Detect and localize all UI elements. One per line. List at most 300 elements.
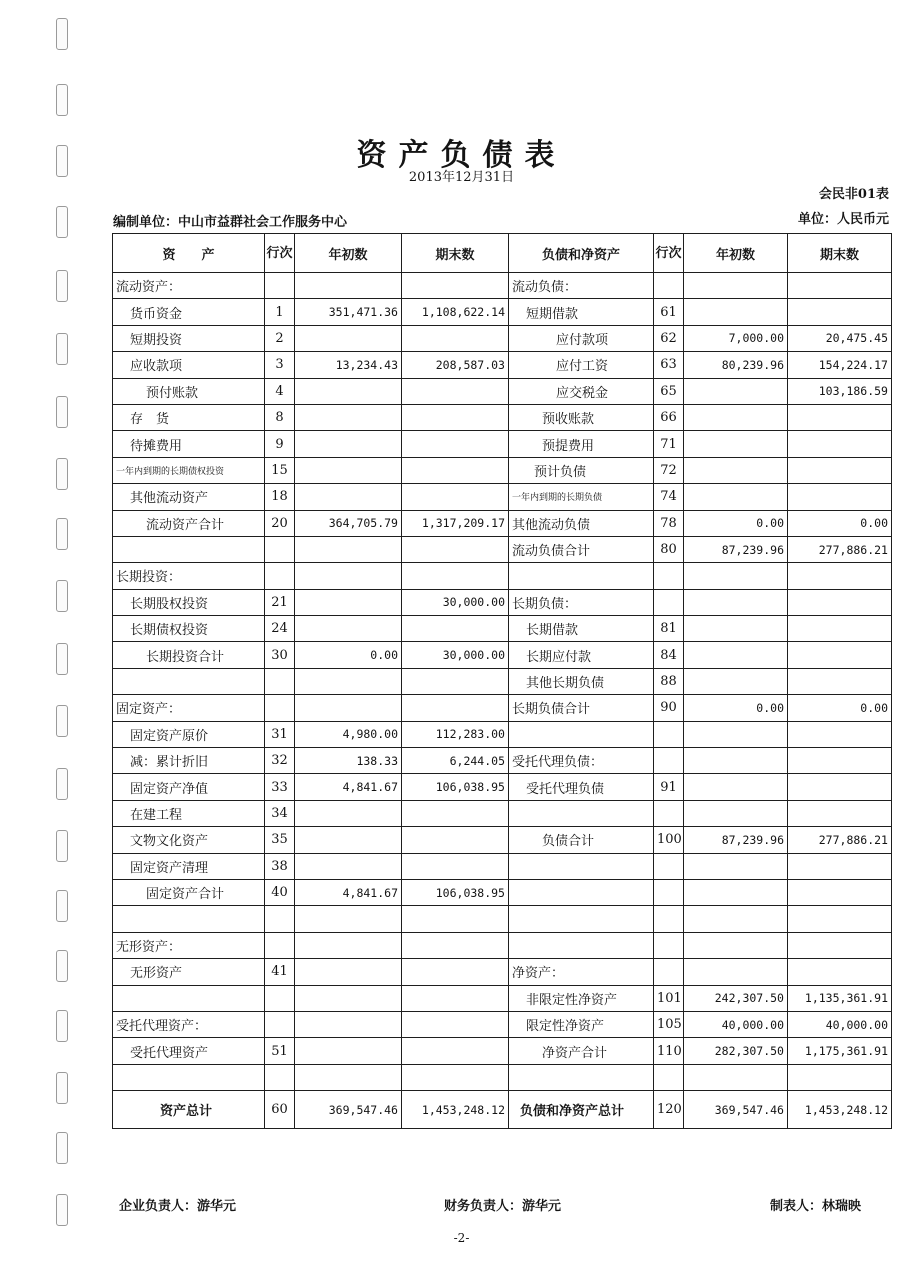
liability-end-cell: 1,453,248.12 [788,1091,892,1129]
punch-hole [56,270,68,302]
col-header-asset: 资 产 [113,234,265,273]
liability-end-cell [788,853,892,879]
liability-line-cell: 74 [654,484,684,510]
liability-begin-cell [684,721,788,747]
liability-label-cell: 限定性净资产 [509,1011,654,1037]
liability-line-cell: 66 [654,404,684,430]
asset-label-cell: 受托代理资产： [113,1011,265,1037]
asset-line-cell: 2 [265,325,295,351]
punch-hole [56,705,68,737]
asset-label-cell: 减：累计折旧 [113,748,265,774]
liability-end-cell [788,668,892,694]
liability-begin-cell [684,1064,788,1090]
punch-hole [56,950,68,982]
asset-label-cell: 预付账款 [113,378,265,404]
asset-end-cell [402,536,509,562]
liability-line-cell: 65 [654,378,684,404]
asset-begin-cell: 364,705.79 [295,510,402,536]
liability-label-cell [509,800,654,826]
page-number: -2- [453,1231,470,1245]
asset-begin-cell [295,589,402,615]
col-header-line2: 行次 [654,234,684,273]
liability-end-cell [788,616,892,642]
table-header-row [113,234,892,273]
punch-hole [56,890,68,922]
asset-label-cell [113,906,265,932]
asset-label-cell: 存 货 [113,404,265,430]
asset-line-cell: 21 [265,589,295,615]
asset-label-cell [113,668,265,694]
table-row [113,616,892,642]
col-header-begin: 年初数 [295,234,402,273]
punch-hole [56,396,68,428]
asset-line-cell [265,695,295,721]
liability-begin-cell: 0.00 [684,695,788,721]
asset-end-cell: 112,283.00 [402,721,509,747]
asset-line-cell: 3 [265,352,295,378]
asset-end-cell: 30,000.00 [402,589,509,615]
col-header-end: 期末数 [402,234,509,273]
liability-label-cell: 流动负债合计 [509,536,654,562]
liability-label-cell [509,879,654,905]
asset-label-cell: 流动资产合计 [113,510,265,536]
asset-begin-cell [295,563,402,589]
liability-begin-cell [684,668,788,694]
asset-label-cell: 受托代理资产 [113,1038,265,1064]
asset-line-cell [265,1011,295,1037]
asset-begin-cell [295,1038,402,1064]
liability-line-cell [654,563,684,589]
table-row [113,642,892,668]
liability-label-cell: 其他流动负债 [509,510,654,536]
table-row [113,484,892,510]
liability-label-cell: 流动负债： [509,273,654,299]
asset-end-cell [402,378,509,404]
liability-end-cell: 277,886.21 [788,536,892,562]
liability-label-cell: 净资产合计 [509,1038,654,1064]
asset-begin-cell [295,800,402,826]
liability-label-cell: 负债和净资产总计 [509,1091,654,1129]
table-row [113,959,892,985]
liability-label-cell [509,721,654,747]
liability-begin-cell [684,273,788,299]
liability-begin-cell: 80,239.96 [684,352,788,378]
table-row [113,1091,892,1129]
asset-label-cell: 固定资产： [113,695,265,721]
asset-end-cell [402,404,509,430]
liability-end-cell: 20,475.45 [788,325,892,351]
liability-begin-cell [684,853,788,879]
asset-line-cell: 18 [265,484,295,510]
liability-end-cell [788,484,892,510]
liability-begin-cell [684,431,788,457]
asset-label-cell: 固定资产净值 [113,774,265,800]
asset-end-cell [402,457,509,483]
liability-end-cell: 1,175,361.91 [788,1038,892,1064]
liability-line-cell [654,721,684,747]
liability-end-cell [788,589,892,615]
asset-end-cell: 208,587.03 [402,352,509,378]
preparer: 制表人：林瑞映 [770,1199,862,1214]
liability-label-cell: 应交税金 [509,378,654,404]
col-header-end2: 期末数 [788,234,892,273]
liability-begin-cell: 242,307.50 [684,985,788,1011]
asset-begin-cell: 0.00 [295,642,402,668]
asset-begin-cell [295,616,402,642]
asset-end-cell [402,668,509,694]
table-row [113,299,892,325]
asset-line-cell [265,536,295,562]
table-row [113,1038,892,1064]
asset-end-cell [402,695,509,721]
punch-hole [56,768,68,800]
asset-line-cell: 31 [265,721,295,747]
liability-end-cell: 154,224.17 [788,352,892,378]
liability-end-cell [788,457,892,483]
liability-line-cell: 120 [654,1091,684,1129]
table-row [113,589,892,615]
table-row [113,431,892,457]
asset-begin-cell [295,932,402,958]
punch-hole [56,1072,68,1104]
asset-begin-cell [295,1011,402,1037]
asset-line-cell: 24 [265,616,295,642]
liability-label-cell [509,906,654,932]
asset-begin-cell: 138.33 [295,748,402,774]
asset-end-cell [402,273,509,299]
col-header-line: 行次 [265,234,295,273]
table-row [113,378,892,404]
asset-begin-cell: 13,234.43 [295,352,402,378]
liability-line-cell: 91 [654,774,684,800]
asset-line-cell: 38 [265,853,295,879]
asset-label-cell: 无形资产： [113,932,265,958]
asset-line-cell: 60 [265,1091,295,1129]
asset-end-cell [402,827,509,853]
asset-end-cell [402,800,509,826]
asset-line-cell [265,273,295,299]
table-row [113,404,892,430]
punch-hole [56,1194,68,1226]
asset-begin-cell [295,404,402,430]
liability-line-cell: 61 [654,299,684,325]
liability-label-cell: 受托代理负债： [509,748,654,774]
asset-begin-cell: 4,980.00 [295,721,402,747]
liability-label-cell: 预计负债 [509,457,654,483]
punch-hole [56,1010,68,1042]
asset-label-cell [113,536,265,562]
asset-label-cell: 长期债权投资 [113,616,265,642]
table-row [113,695,892,721]
liability-line-cell [654,748,684,774]
liability-line-cell: 100 [654,827,684,853]
asset-label-cell: 其他流动资产 [113,484,265,510]
liability-begin-cell: 7,000.00 [684,325,788,351]
punch-hole [56,580,68,612]
asset-line-cell: 15 [265,457,295,483]
asset-begin-cell: 4,841.67 [295,879,402,905]
asset-begin-cell [295,378,402,404]
col-header-begin2: 年初数 [684,234,788,273]
table-row [113,932,892,958]
asset-line-cell: 51 [265,1038,295,1064]
table-row [113,853,892,879]
table-row [113,325,892,351]
asset-end-cell [402,932,509,958]
asset-end-cell: 30,000.00 [402,642,509,668]
asset-begin-cell [295,273,402,299]
liability-label-cell: 应付款项 [509,325,654,351]
liability-line-cell: 72 [654,457,684,483]
liability-begin-cell: 0.00 [684,510,788,536]
asset-begin-cell [295,1064,402,1090]
table-row [113,800,892,826]
report-date: 2013年12月31日 [408,170,515,185]
liability-line-cell: 63 [654,352,684,378]
liability-begin-cell: 282,307.50 [684,1038,788,1064]
liability-line-cell: 81 [654,616,684,642]
punch-hole [56,458,68,490]
table-row [113,748,892,774]
table-row [113,1011,892,1037]
liability-begin-cell: 40,000.00 [684,1011,788,1037]
punch-hole [56,830,68,862]
liability-label-cell: 长期负债： [509,589,654,615]
table-row [113,985,892,1011]
liability-line-cell: 62 [654,325,684,351]
liability-label-cell: 长期负债合计 [509,695,654,721]
asset-line-cell [265,985,295,1011]
asset-end-cell [402,616,509,642]
liability-begin-cell [684,642,788,668]
liability-end-cell [788,431,892,457]
asset-begin-cell [295,853,402,879]
asset-label-cell [113,1064,265,1090]
asset-end-cell [402,563,509,589]
liability-end-cell: 0.00 [788,695,892,721]
asset-line-cell [265,668,295,694]
liability-label-cell: 应付工资 [509,352,654,378]
asset-begin-cell [295,959,402,985]
asset-begin-cell [295,325,402,351]
punch-hole [56,206,68,238]
asset-begin-cell: 351,471.36 [295,299,402,325]
page-title: 资产负债表 [356,138,567,173]
asset-line-cell: 33 [265,774,295,800]
liability-begin-cell [684,299,788,325]
punch-hole [56,18,68,50]
liability-label-cell [509,932,654,958]
asset-line-cell [265,563,295,589]
table-row [113,273,892,299]
liability-label-cell [509,1064,654,1090]
form-code: 会民非01表 [818,187,889,202]
asset-end-cell [402,1011,509,1037]
asset-begin-cell [295,457,402,483]
liability-end-cell [788,1064,892,1090]
asset-begin-cell: 369,547.46 [295,1091,402,1129]
liability-end-cell [788,273,892,299]
table-row [113,457,892,483]
liability-label-cell: 长期借款 [509,616,654,642]
asset-line-cell: 4 [265,378,295,404]
liability-end-cell [788,642,892,668]
liability-begin-cell [684,589,788,615]
liability-label-cell: 一年内到期的长期负债 [509,484,654,510]
asset-label-cell: 资产总计 [113,1091,265,1129]
table-row [113,352,892,378]
balance-sheet-table [112,233,892,1129]
asset-line-cell [265,932,295,958]
table-row [113,536,892,562]
asset-line-cell: 32 [265,748,295,774]
liability-line-cell [654,959,684,985]
asset-label-cell: 货币资金 [113,299,265,325]
liability-end-cell [788,959,892,985]
table-row [113,827,892,853]
punch-hole [56,84,68,116]
table-row [113,774,892,800]
punch-hole [56,518,68,550]
liability-label-cell [509,563,654,589]
liability-line-cell: 110 [654,1038,684,1064]
asset-label-cell: 文物文化资产 [113,827,265,853]
asset-begin-cell [295,827,402,853]
asset-end-cell [402,431,509,457]
liability-end-cell [788,721,892,747]
liability-line-cell [654,800,684,826]
asset-label-cell: 固定资产原价 [113,721,265,747]
liability-begin-cell [684,879,788,905]
asset-line-cell: 41 [265,959,295,985]
liability-label-cell: 负债合计 [509,827,654,853]
table-row [113,721,892,747]
liability-begin-cell [684,959,788,985]
asset-label-cell: 一年内到期的长期债权投资 [113,457,265,483]
asset-end-cell [402,1064,509,1090]
asset-line-cell [265,1064,295,1090]
liability-end-cell [788,800,892,826]
liability-line-cell: 80 [654,536,684,562]
asset-end-cell: 106,038.95 [402,774,509,800]
liability-line-cell: 71 [654,431,684,457]
liability-label-cell: 其他长期负债 [509,668,654,694]
liability-begin-cell [684,748,788,774]
liability-begin-cell: 369,547.46 [684,1091,788,1129]
asset-begin-cell [295,536,402,562]
liability-line-cell: 90 [654,695,684,721]
liability-line-cell [654,1064,684,1090]
asset-end-cell [402,906,509,932]
asset-label-cell: 流动资产： [113,273,265,299]
asset-line-cell: 35 [265,827,295,853]
asset-label-cell [113,985,265,1011]
liability-end-cell: 277,886.21 [788,827,892,853]
asset-label-cell: 长期投资合计 [113,642,265,668]
asset-begin-cell [295,431,402,457]
liability-line-cell: 84 [654,642,684,668]
asset-line-cell: 1 [265,299,295,325]
liability-label-cell: 短期借款 [509,299,654,325]
liability-begin-cell [684,563,788,589]
liability-begin-cell [684,457,788,483]
liability-end-cell [788,748,892,774]
asset-label-cell: 长期投资： [113,563,265,589]
liability-begin-cell [684,378,788,404]
asset-label-cell: 固定资产清理 [113,853,265,879]
liability-line-cell [654,906,684,932]
asset-end-cell: 1,453,248.12 [402,1091,509,1129]
liability-end-cell [788,879,892,905]
asset-label-cell: 应收款项 [113,352,265,378]
liability-line-cell [654,273,684,299]
asset-label-cell: 在建工程 [113,800,265,826]
liability-begin-cell [684,616,788,642]
table-row [113,510,892,536]
asset-begin-cell [295,985,402,1011]
enterprise-head: 企业负责人：游华元 [119,1199,237,1214]
col-header-liability: 负债和净资产 [509,234,654,273]
asset-end-cell: 106,038.95 [402,879,509,905]
asset-line-cell: 9 [265,431,295,457]
reporting-unit: 编制单位：中山市益群社会工作服务中心 [113,215,348,230]
asset-end-cell [402,853,509,879]
liability-begin-cell [684,906,788,932]
liability-label-cell: 受托代理负债 [509,774,654,800]
liability-end-cell: 0.00 [788,510,892,536]
liability-line-cell: 105 [654,1011,684,1037]
finance-head: 财务负责人：游华元 [444,1199,562,1214]
liability-end-cell: 1,135,361.91 [788,985,892,1011]
liability-end-cell [788,404,892,430]
liability-label-cell [509,853,654,879]
table-row [113,906,892,932]
liability-label-cell: 非限定性净资产 [509,985,654,1011]
liability-label-cell: 预收账款 [509,404,654,430]
liability-label-cell: 长期应付款 [509,642,654,668]
punch-hole [56,643,68,675]
asset-begin-cell: 4,841.67 [295,774,402,800]
asset-end-cell: 1,108,622.14 [402,299,509,325]
asset-end-cell [402,959,509,985]
asset-line-cell [265,906,295,932]
liability-begin-cell [684,774,788,800]
liability-end-cell: 103,186.59 [788,378,892,404]
asset-label-cell: 固定资产合计 [113,879,265,905]
table-row [113,1064,892,1090]
asset-line-cell: 8 [265,404,295,430]
punch-hole [56,1132,68,1164]
liability-end-cell [788,932,892,958]
asset-begin-cell [295,695,402,721]
liability-end-cell [788,774,892,800]
liability-end-cell [788,906,892,932]
liability-line-cell: 88 [654,668,684,694]
liability-begin-cell [684,800,788,826]
liability-line-cell: 101 [654,985,684,1011]
asset-end-cell [402,325,509,351]
asset-label-cell: 无形资产 [113,959,265,985]
liability-begin-cell [684,932,788,958]
asset-line-cell: 20 [265,510,295,536]
currency-unit: 单位：人民币元 [797,212,889,227]
asset-line-cell: 30 [265,642,295,668]
asset-label-cell: 长期股权投资 [113,589,265,615]
asset-label-cell: 短期投资 [113,325,265,351]
punch-hole [56,333,68,365]
table-row [113,879,892,905]
asset-end-cell [402,484,509,510]
